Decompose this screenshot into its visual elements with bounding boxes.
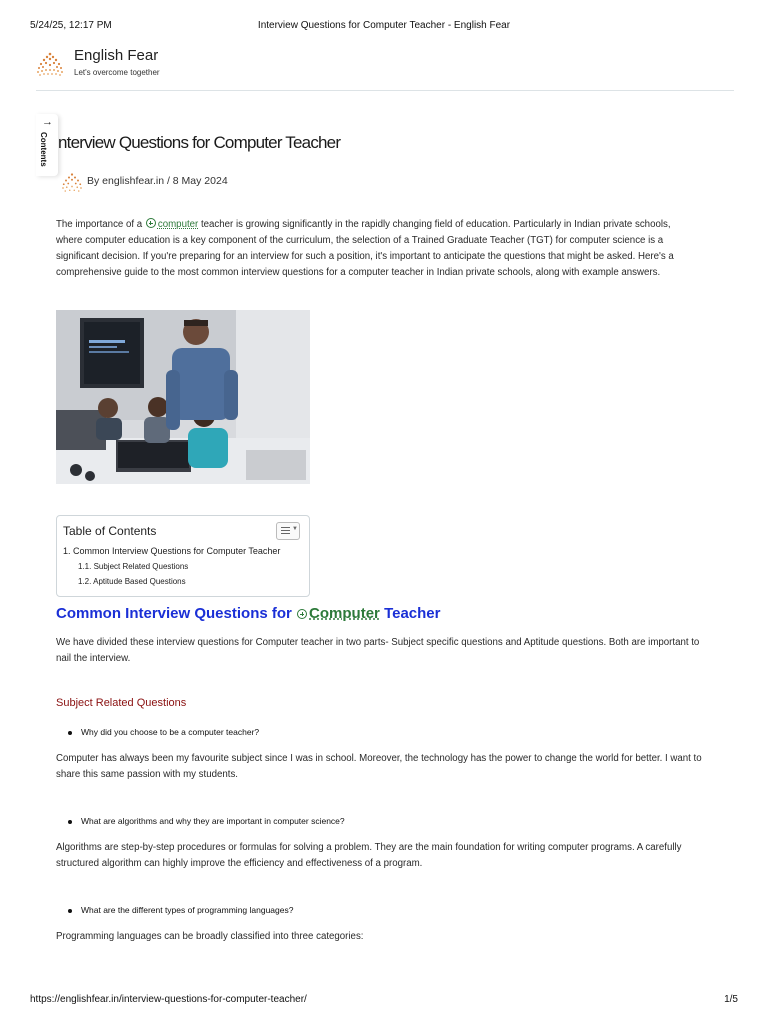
site-tagline: Let's overcome together	[74, 68, 160, 77]
list-icon	[281, 527, 290, 536]
intro-line-2: where computer education is a key component of the curriculum, the selection of a Trained Graduate Teacher (TGT) for computer science is a	[56, 235, 664, 246]
toc-item-subject-related[interactable]: 1.1. Subject Related Questions	[78, 562, 189, 571]
answer-line: share this same passion with my students.	[56, 769, 238, 780]
intro-line-3: significant decision. If you're preparing for an interview for such a position, it's important to anticipate the questions that might be asked. Here's a	[56, 251, 674, 262]
print-footer-url: https://englishfear.in/interview-questions-for-computer-teacher/	[30, 994, 307, 1005]
intro-line-1	[56, 217, 716, 233]
toc-item-aptitude-based[interactable]: 1.2. Aptitude Based Questions	[78, 577, 186, 586]
intro-text-rest: teacher is growing significantly in the rapidly changing field of education. Particularly in Indian private schools,	[200, 219, 671, 230]
question-item	[70, 727, 259, 737]
author-avatar[interactable]	[60, 170, 84, 194]
site-logo-icon[interactable]	[34, 48, 66, 80]
print-page-number: 1/5	[724, 994, 738, 1005]
arrow-right-icon: →	[42, 116, 53, 128]
intro-paragraph	[56, 217, 716, 281]
question-item	[70, 905, 293, 915]
intro-line-4: comprehensive guide to the most common interview questions for a computer teacher in Indian private schools, along with example answers.	[56, 267, 661, 278]
contents-sidebar-tab[interactable]	[36, 114, 58, 176]
answer-paragraph	[56, 929, 716, 945]
plus-circle-icon	[297, 609, 307, 619]
keyword-link-computer-heading[interactable]: Computer	[309, 605, 380, 622]
header-divider	[36, 90, 734, 91]
print-datetime: 5/24/25, 12:17 PM	[30, 20, 112, 31]
question-item	[70, 816, 345, 826]
question-text: Why did you choose to be a computer teacher?	[81, 727, 260, 737]
question-text: What are the different types of programming languages?	[81, 905, 294, 915]
plus-circle-icon	[146, 218, 156, 228]
answer-line: Programming languages can be broadly classified into three categories:	[56, 931, 364, 942]
section-heading-text: Common Interview Questions for	[56, 605, 292, 622]
author-byline: By englishfear.in / 8 May 2024	[87, 175, 228, 187]
contents-tab-label: Contents	[39, 132, 48, 167]
page-title: nterview Questions for Computer Teacher	[58, 133, 341, 152]
answer-line: Algorithms are step-by-step procedures or formulas for solving a problem. They are the main foundation for writing computer programs. A carefully	[56, 842, 682, 853]
question-text: What are algorithms and why they are important in computer science?	[81, 816, 345, 826]
toc-item-common-questions[interactable]: 1. Common Interview Questions for Computer Teacher	[63, 546, 281, 556]
answer-paragraph	[56, 840, 716, 872]
keyword-link-computer[interactable]: computer	[157, 219, 199, 230]
answer-line: Computer has always been my favourite subject since I was in school. Moreover, the technology has the power to change the world for better. I want to	[56, 753, 702, 764]
section-intro-line-1: We have divided these interview questions for Computer teacher in two parts- Subject specific questions and Aptitude questions. Both are important to	[56, 637, 700, 648]
subheading-subject-related: Subject Related Questions	[56, 697, 187, 709]
site-name[interactable]: English Fear	[74, 47, 159, 64]
section-intro-paragraph	[56, 635, 716, 667]
answer-line: structured algorithm can highly improve the efficiency and effectiveness of a program.	[56, 858, 423, 869]
article-image	[56, 310, 310, 484]
chevron-down-icon: ▼	[292, 526, 298, 532]
print-page-title: Interview Questions for Computer Teacher - English Fear	[257, 20, 511, 31]
section-heading-text-end: Teacher	[384, 605, 441, 622]
table-of-contents	[56, 515, 310, 597]
answer-paragraph	[56, 751, 716, 783]
toc-title: Table of Contents	[63, 524, 157, 538]
section-heading	[56, 605, 440, 622]
section-intro-line-2: nail the interview.	[56, 653, 131, 664]
toc-toggle-button[interactable]	[276, 522, 300, 540]
intro-text-start: The importance of a	[56, 219, 143, 230]
